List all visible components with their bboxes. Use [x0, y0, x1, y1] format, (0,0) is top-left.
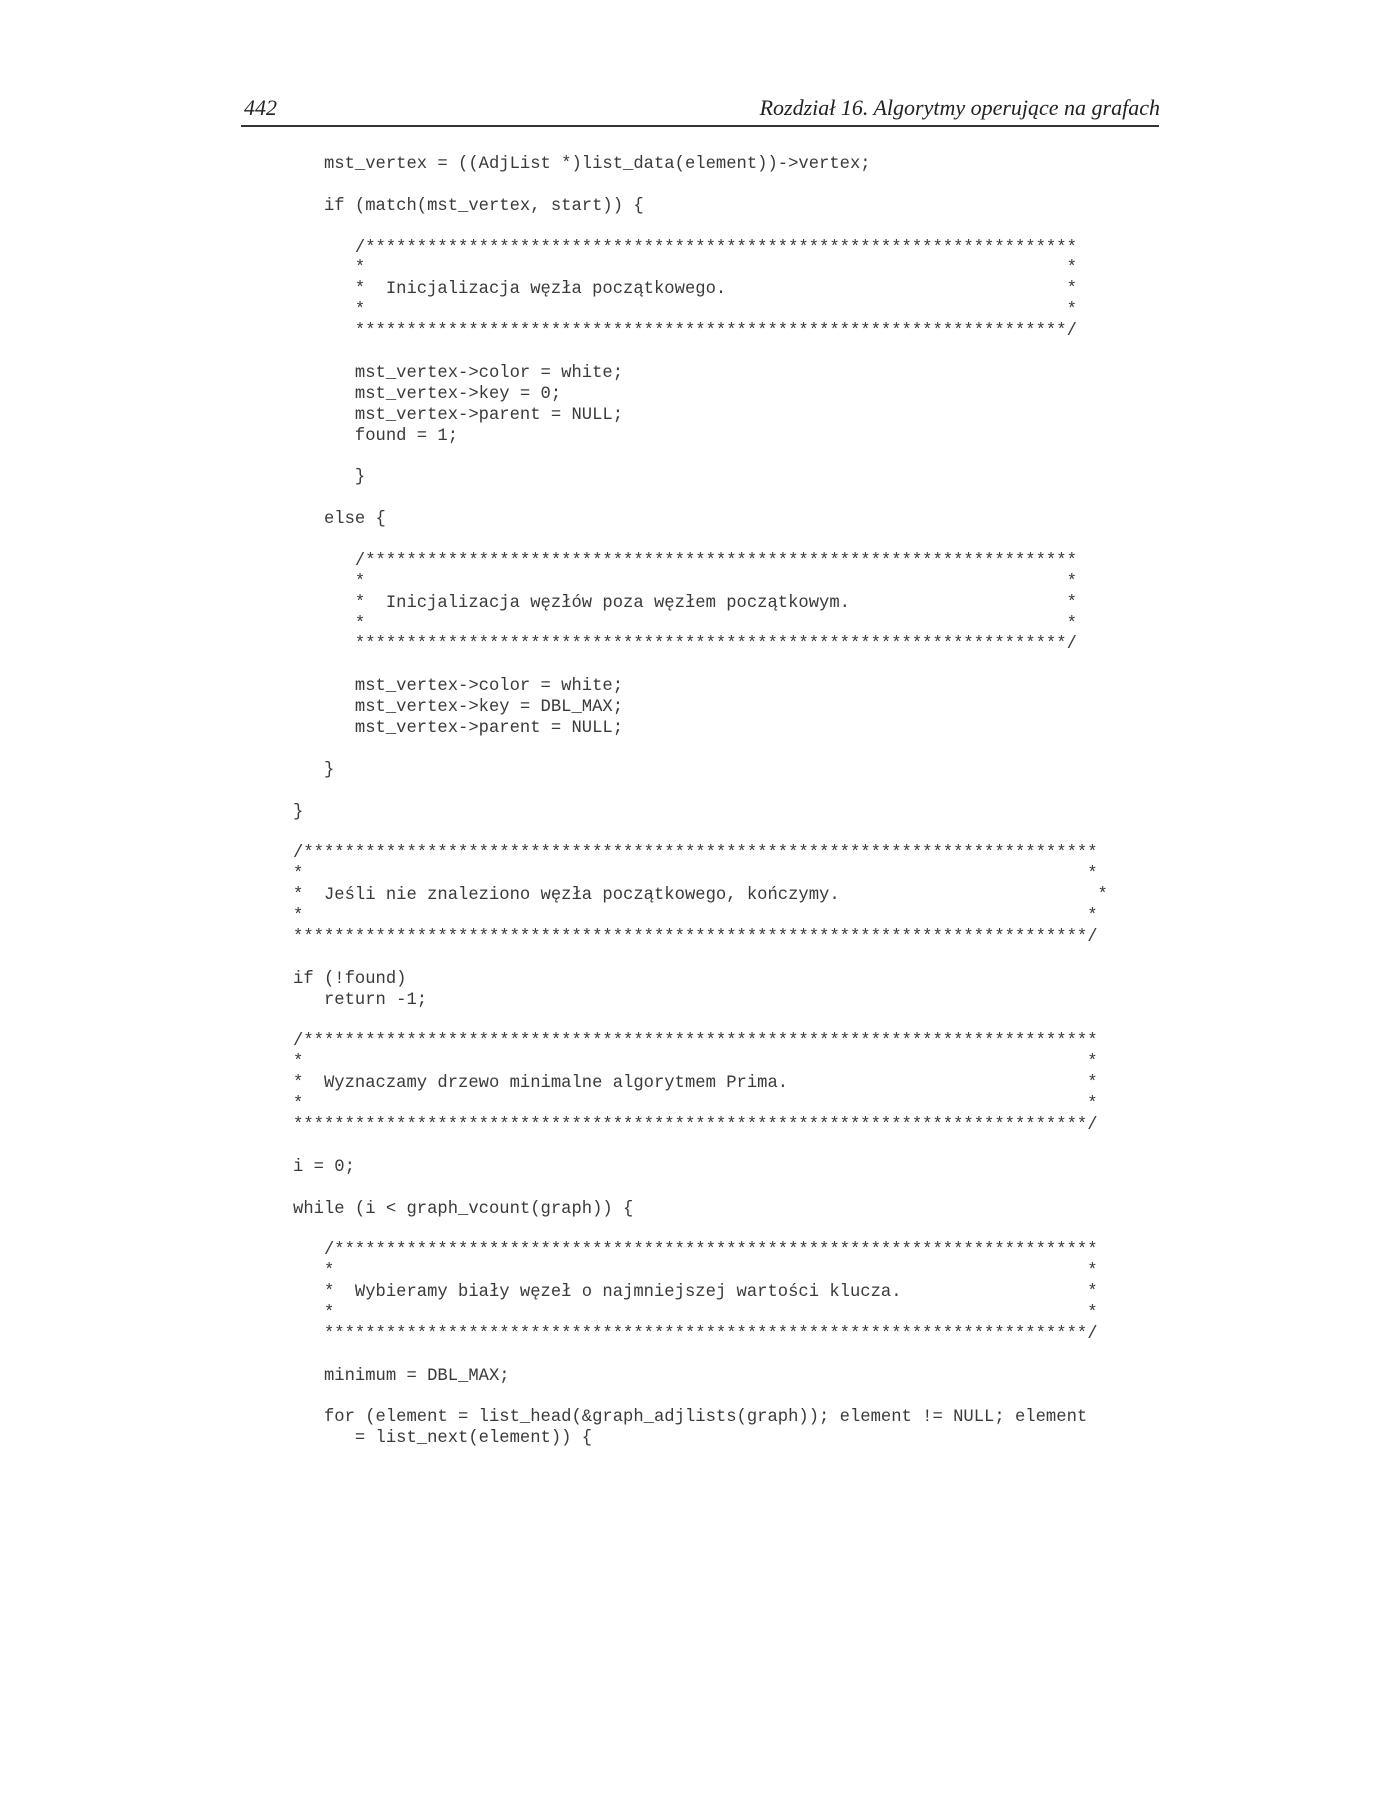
code-line: mst_vertex->parent = NULL; — [293, 405, 624, 425]
code-line: * * — [293, 614, 1077, 634]
code-line: else { — [293, 510, 386, 530]
code-line: *********************************************************************/ — [293, 322, 1077, 342]
code-line: mst_vertex->key = DBL_MAX; — [293, 698, 624, 718]
code-line — [293, 1012, 1173, 1033]
code-line: for (element = list_head(&graph_adjlists(graph)); element != NULL; element — [293, 1408, 1088, 1428]
code-line — [293, 1137, 1173, 1158]
code-line: * Inicjalizacja węzłów poza węzłem początkowym. * — [293, 593, 1077, 613]
code-line: return -1; — [293, 990, 428, 1010]
code-line — [293, 447, 1173, 468]
code-line: *********************************************************************/ — [293, 635, 1077, 655]
code-line: /********************************************************************* — [293, 551, 1077, 571]
code-line: mst_vertex->key = 0; — [293, 384, 562, 404]
code-line: = list_next(element)) { — [293, 1429, 593, 1449]
code-line — [293, 343, 1173, 364]
code-line: * * — [293, 301, 1077, 321]
code-line — [293, 489, 1173, 510]
code-line — [293, 782, 1173, 803]
page-number: 442 — [244, 95, 277, 120]
code-line: **************************************************************************/ — [293, 1324, 1098, 1344]
code-line: * * — [293, 1303, 1098, 1323]
code-line: if (!found) — [293, 969, 407, 989]
code-line — [293, 1179, 1173, 1200]
header-rule — [241, 125, 1159, 127]
code-line: while (i < graph_vcount(graph)) { — [293, 1199, 634, 1219]
code-line — [293, 824, 1173, 845]
code-line — [293, 656, 1173, 677]
code-line: * * — [293, 865, 1098, 885]
code-line: * * — [293, 572, 1077, 592]
code-line: * Wybieramy biały węzeł o najmniejszej wartości klucza. * — [293, 1283, 1098, 1303]
code-line — [293, 740, 1173, 761]
code-line — [293, 949, 1173, 970]
code-line: minimum = DBL_MAX; — [293, 1366, 510, 1386]
code-line: * * — [293, 259, 1077, 279]
code-line: mst_vertex = ((AdjList *)list_data(element))->vertex; — [293, 155, 871, 174]
code-line: *****************************************************************************/ — [293, 1115, 1098, 1135]
code-line: /********************************************************************* — [293, 238, 1077, 258]
code-line: * * — [293, 907, 1098, 927]
code-line: } — [293, 802, 304, 822]
code-line: *****************************************************************************/ — [293, 927, 1098, 947]
code-line: if (match(mst_vertex, start)) { — [293, 196, 644, 216]
code-line: } — [293, 760, 335, 780]
code-line — [293, 218, 1173, 239]
code-listing — [293, 155, 1173, 1450]
code-line — [293, 1220, 1173, 1241]
code-line: /************************************************************************** — [293, 1241, 1098, 1261]
code-line: * * — [293, 1095, 1098, 1115]
code-line: /***************************************************************************** — [293, 844, 1098, 864]
code-line: * Inicjalizacja węzła początkowego. * — [293, 280, 1077, 300]
code-line: mst_vertex->color = white; — [293, 677, 624, 697]
code-line: * Jeśli nie znaleziono węzła początkowego, kończymy. * — [293, 886, 1108, 906]
code-line: /***************************************************************************** — [293, 1032, 1098, 1052]
code-line: mst_vertex->parent = NULL; — [293, 719, 624, 739]
code-line — [293, 176, 1173, 197]
code-line: i = 0; — [293, 1157, 355, 1177]
code-line — [293, 1346, 1173, 1367]
code-line — [293, 531, 1173, 552]
code-line: found = 1; — [293, 426, 459, 446]
code-line: * Wyznaczamy drzewo minimalne algorytmem Prima. * — [293, 1074, 1098, 1094]
code-line: } — [293, 468, 366, 488]
code-line: * * — [293, 1053, 1098, 1073]
code-line — [293, 1388, 1173, 1409]
code-line: mst_vertex->color = white; — [293, 363, 624, 383]
running-header-chapter-title: Rozdział 16. Algorytmy operujące na grafach — [759, 95, 1160, 120]
code-line: * * — [293, 1262, 1098, 1282]
